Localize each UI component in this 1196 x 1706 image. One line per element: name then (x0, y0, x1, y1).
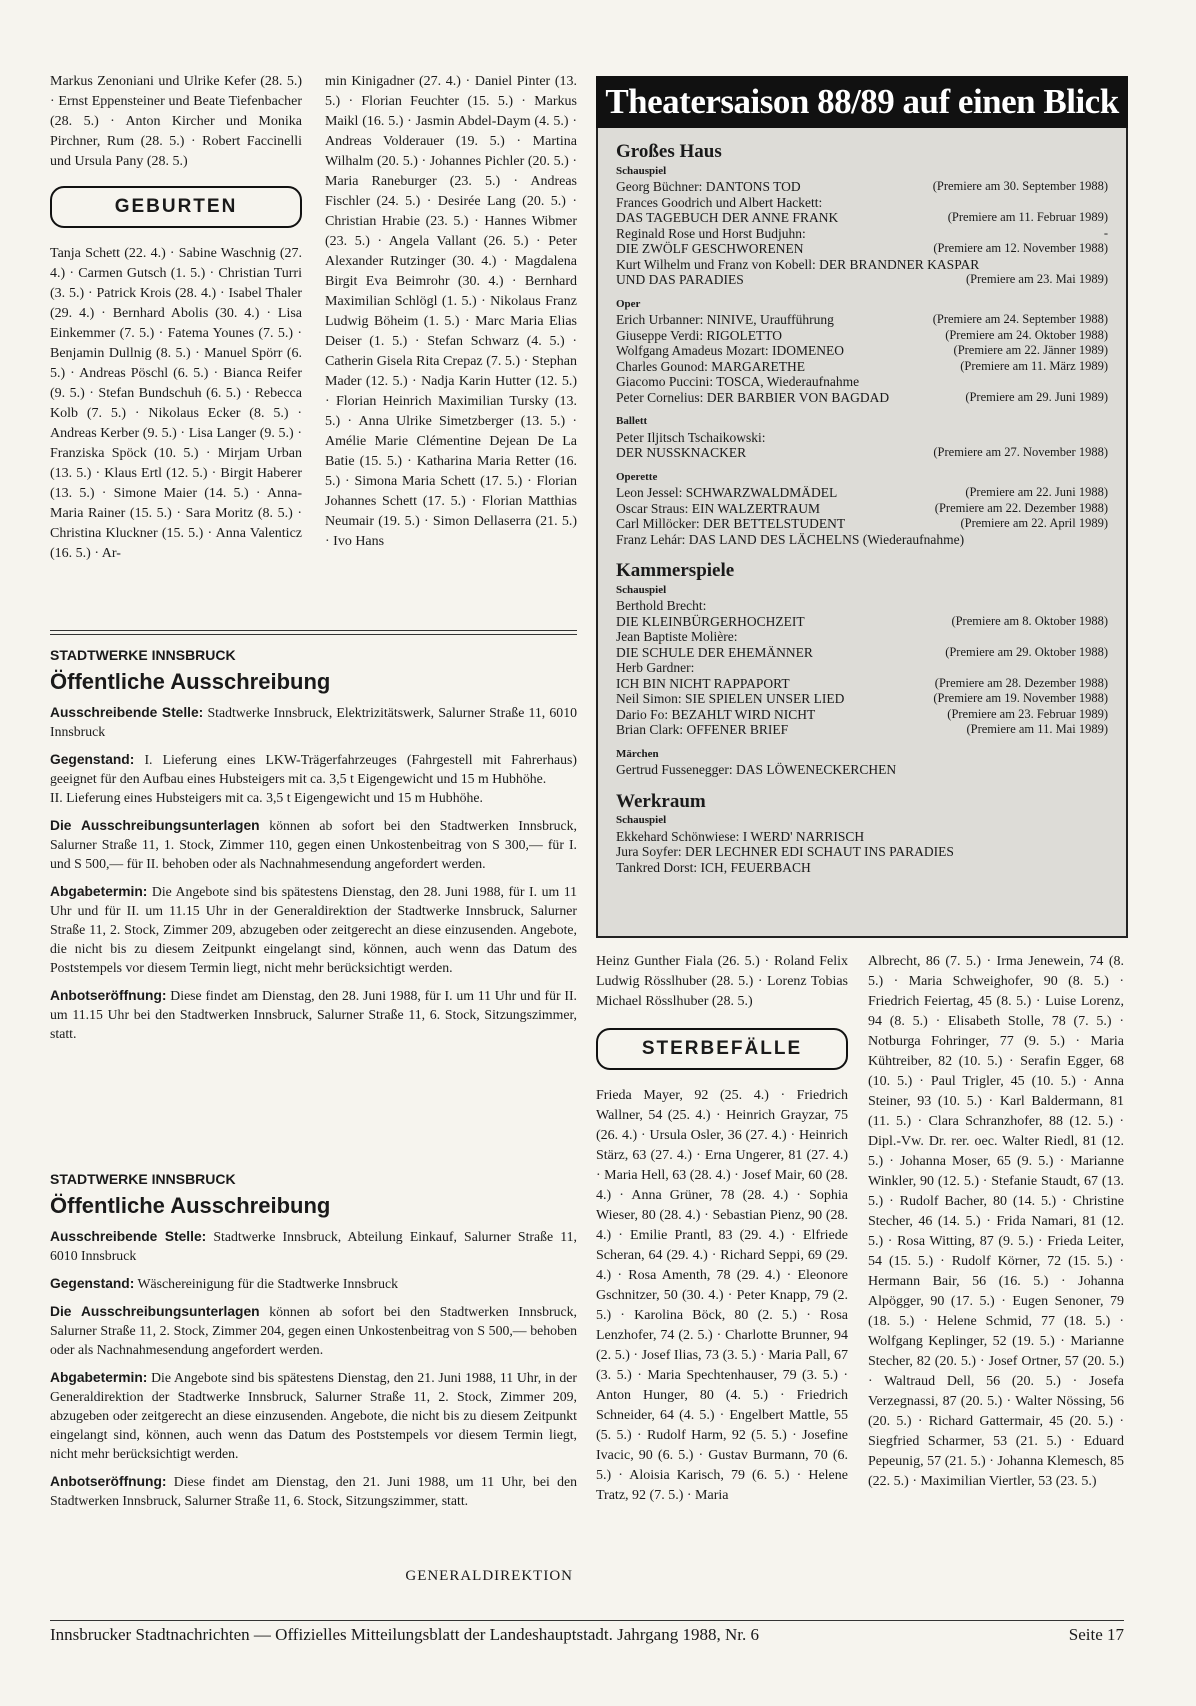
column-3 (596, 952, 848, 1506)
section-kammerspiele: Kammerspiele (616, 560, 735, 581)
play-entry (616, 445, 1108, 461)
play-title: Erich Urbanner: NINIVE, Uraufführung (616, 312, 834, 327)
theater-season-box (596, 76, 1128, 938)
premiere-date: (Premiere am 22. Dezember 1988) (934, 500, 1108, 515)
genre-schauspiel: Schauspiel (616, 164, 667, 177)
births-text: Tanja Schett (22. 4.) · Sabine Waschnig (27. 4.) · Carmen Gutsch (1. 5.) · Christian Turri (3. 5.) · Patrick Krois (28. 4.) · Isabel Thaler (29. 4.) · Bernhard Abolis (30. 4.) · Lisa Einkemmer (7. 5.) · Fatema Younes (7. 5.) · Benjamin Dullnig (8. 5.) · Manuel Spörr (6. 5.) · Andreas Pöschl (6. 5.) · Bianca Reifer (9. 5.) · Stefan Bundschuh (6. 5.) · Rebecca Kolb (7. 5.) · Nikolaus Ecker (8. 5.) · Andreas Kerber (9. 5.) · Lisa Langer (9. 5.) · Franziska Spöck (10. 5.) · Mirjam Urban (13. 5.) · Klaus Ertl (12. 5.) · Birgit Haberer (13. 5.) · Simone Maier (14. 5.) · Anna-Maria Rainer (15. 5.) · Sara Moritz (8. 5.) · Christina Kluckner (15. 5.) · Anna Valenticz (16. 5.) · Ar- (50, 246, 302, 561)
births-text-end: Heinz Gunther Fiala (26. 5.) · Roland Felix Ludwig Rösslhuber (28. 5.) · Lorenz Tobias Michael Rösslhuber (28. 5.) (596, 954, 848, 1009)
genre-oper: Oper (616, 297, 641, 310)
play-entry (616, 241, 1108, 257)
play-entry (616, 598, 1108, 614)
play-entry (616, 257, 1108, 273)
play-entry (616, 532, 1108, 548)
play-title: Franz Lehár: DAS LAND DES LÄCHELNS (Wiederaufnahme) (616, 531, 965, 547)
play-list (616, 485, 1108, 547)
play-title: UND DAS PARADIES (616, 272, 744, 287)
premiere-date: (Premiere am 11. Februar 1989) (947, 210, 1108, 224)
play-title: Wolfgang Amadeus Mozart: IDOMENEO (616, 343, 844, 358)
play-entry (616, 343, 1108, 359)
public-tender-2 (50, 1171, 577, 1519)
premiere-date: (Premiere am 22. April 1989) (960, 516, 1108, 530)
play-entry (616, 707, 1108, 723)
play-entry (616, 210, 1108, 226)
play-entry (616, 226, 1108, 242)
premiere-date: (Premiere am 28. Dezember 1988) (934, 675, 1108, 690)
play-title: Leon Jessel: SCHWARZWALDMÄDEL (616, 485, 838, 500)
ad-text: Diese findet am Dienstag, den 28. Juni 1988, für I. um 11 Uhr und für II. um 11.15 Uhr bei den Stadtwerken Innsbruck, Salurner Straße 11, 6. Stock, Sitzungszimmer, statt. (50, 988, 577, 1041)
premiere-date: (Premiere am 29. Oktober 1988) (945, 644, 1108, 659)
play-entry (616, 722, 1108, 738)
births-header: GEBURTEN (50, 186, 302, 228)
play-title: DIE SCHULE DER EHEMÄNNER (616, 644, 813, 660)
ad-text: Diese findet am Dienstag, den 21. Juni 1988, um 11 Uhr, bei den Stadtwerken Innsbruck, Salurner Straße 11, 6. Stock, Sitzungszimmer, statt. (50, 1474, 578, 1508)
play-list (616, 312, 1108, 405)
ad-text: können ab sofort bei den Stadtwerken Innsbruck, Salurner Straße 11, 2. Stock, Zimmer 204, gegen einen Unkostenbeitrag von S 500,— behoben oder als Nachnahmesendung angefordert werden. (50, 1304, 577, 1357)
ad-text: Stadtwerke Innsbruck, Abteilung Einkauf, Salurner Straße 11, 6010 Innsbruck (50, 1229, 577, 1263)
ad-kicker: STADTWERKE INNSBRUCK (50, 1171, 236, 1187)
play-title: Gertrud Fussenegger: DAS LÖWENECKERCHEN (616, 762, 897, 777)
play-title: Peter Iljitsch Tschaikowski: (616, 429, 766, 445)
play-title: Jean Baptiste Molière: (616, 629, 738, 644)
play-list (616, 430, 1108, 461)
ad-title: Öffentliche Ausschreibung (50, 1193, 331, 1218)
premiere-date: (Premiere am 22. Juni 1988) (965, 485, 1108, 499)
publication-line: Innsbrucker Stadtnachrichten — Offizielles Mitteilungsblatt der Landeshauptstadt. Jahrgang 1988, Nr. 6 (50, 1625, 759, 1644)
play-entry (616, 485, 1108, 501)
play-title: Frances Goodrich und Albert Hackett: (616, 194, 823, 210)
play-entry (616, 501, 1108, 517)
premiere-date: (Premiere am 19. November 1988) (933, 691, 1108, 705)
play-title: ICH BIN NICHT RAPPAPORT (616, 675, 790, 691)
page-number: Seite 17 (1068, 1625, 1124, 1644)
play-title: Berthold Brecht: (616, 598, 707, 613)
ad-label: Anbotseröffnung: (50, 988, 167, 1003)
premiere-date: (Premiere am 8. Oktober 1988) (951, 613, 1108, 628)
play-title: Herb Gardner: (616, 660, 695, 675)
play-entry (616, 179, 1108, 195)
section-grosses-haus: Großes Haus (616, 141, 722, 162)
deaths-text: Frieda Mayer, 92 (25. 4.) · Friedrich Wallner, 54 (25. 4.) · Heinrich Grayzar, 75 (26. 4.) · Ursula Osler, 36 (27. 4.) · Heinrich Stärz, 63 (27. 4.) · Erna Ungerer, 81 (27. 4.) · Maria Hell, 63 (28. 4.) · Josef Mair, 60 (28. 4.) · Anna Grüner, 78 (28. 4.) · Sophia Wieser, 80 (28. 4.) · Sebastian Pienz, 90 (28. 4.) · Emilie Prantl, 83 (29. 4.) · Elfriede Scheran, 64 (29. 4.) · Richard Seppi, 69 (29. 4.) · Rosa Amenth, 78 (29. 4.) · Eleonore Gschnitzer, 50 (30. 4.) · Peter Knapp, 79 (2. 5.) · Karolina Böck, 80 (2. 5.) · Rosa Lenzhofer, 74 (2. 5.) · Charlotte Brunner, 94 (2. 5.) · Josef Ilias, 73 (3. 5.) · Maria Pall, 67 (3. 5.) · Maria Spechtenhauser, 79 (3. 5.) · Anton Hunger, 80 (4. 5.) · Friedrich Schneider, 64 (4. 5.) · Engelbert Mattle, 55 (5. 5.) · Rudolf Harm, 92 (5. 5.) · Josefine Ivacic, 90 (6. 5.) · Gustav Burmann, 70 (6. 5.) · Aloisia Karisch, 79 (6. 5.) · Helene Tratz, 92 (7. 5.) · Maria (596, 1088, 848, 1503)
public-tender-1 (50, 647, 577, 1052)
ad-label: Die Ausschreibungsunterlagen (50, 818, 260, 833)
theater-title: Theatersaison 88/89 auf einen Blick (596, 76, 1128, 128)
deaths-text-continued: Albrecht, 86 (7. 5.) · Irma Jenewein, 74 (8. 5.) · Maria Schweighofer, 90 (8. 5.) · Friedrich Feiertag, 45 (8. 5.) · Luise Lorenz, 94 (8. 5.) · Elisabeth Stolle, 78 (7. 5.) · Notburga Fohringer, 77 (9. 5.) · Maria Kühtreiber, 82 (10. 5.) · Serafin Egger, 68 (10. 5.) · Paul Trigler, 45 (10. 5.) · Anna Steiner, 93 (10. 5.) · Karl Baldermann, 81 (11. 5.) · Clara Schranzhofer, 88 (12. 5.) · Dipl.-Vw. Dr. rer. oec. Walter Riedl, 81 (12. 5.) · Johanna Moser, 65 (9. 5.) · Marianne Winkler, 90 (12. 5.) · Stefanie Staudt, 67 (13. 5.) · Rudolf Bacher, 80 (14. 5.) · Christine Stecher, 46 (14. 5.) · Frida Namari, 81 (12. 5.) · Rosa Witting, 87 (9. 5.) · Frieda Leiter, 54 (15. 5.) · Rudolf Körner, 72 (15. 5.) · Hermann Bair, 56 (16. 5.) · Johanna Alpögger, 90 (17. 5.) · Eugen Senoner, 79 (18. 5.) · Helene Schmid, 77 (18. 5.) · Wolfgang Keplinger, 52 (19. 5.) · Marianne Stecher, 82 (20. 5.) · Josef Ortner, 57 (20. 5.) · Waltraud Dell, 56 (20. 5.) · Josefa Verzegnassi, 87 (20. 5.) · Walter Nössing, 56 (20. 5.) · Richard Gattermair, 45 (20. 5.) · Siegfried Scharmer, 53 (21. 5.) · Eduard Pepeunig, 57 (21. 5.) · Johanna Klemesch, 85 (22. 5.) · Maximilian Viertler, 53 (23. 5.) (868, 954, 1124, 1489)
play-entry (616, 629, 1108, 645)
ad-text: Wäschereinigung für die Stadtwerke Innsbruck (137, 1276, 399, 1291)
play-entry (616, 860, 1108, 876)
premiere-date: (Premiere am 24. Oktober 1988) (945, 327, 1108, 342)
play-entry (616, 359, 1108, 375)
premiere-date: (Premiere am 29. Juni 1989) (965, 389, 1108, 404)
play-title: Ekkehard Schönwiese: I WERD' NARRISCH (616, 828, 865, 844)
play-title: Dario Fo: BEZAHLT WIRD NICHT (616, 706, 816, 722)
ad-label: Gegenstand: (50, 1276, 135, 1291)
play-entry (616, 660, 1108, 676)
play-title: Jura Soyfer: DER LECHNER EDI SCHAUT INS PARADIES (616, 844, 954, 859)
genre-ballett: Ballett (616, 415, 648, 427)
play-title: Kurt Wilhelm und Franz von Kobell: DER BRANDNER KASPAR (616, 256, 980, 272)
genre-operette: Operette (616, 470, 658, 483)
column-4 (868, 952, 1124, 1492)
premiere-date: (Premiere am 23. Februar 1989) (947, 706, 1108, 721)
play-entry (616, 829, 1108, 845)
play-entry (616, 516, 1108, 532)
marriages-text-continued: Markus Zenoniani und Ulrike Kefer (28. 5.) · Ernst Eppensteiner und Beate Tiefenbacher (28. 5.) · Anton Kircher und Monika Pirchner, Rum (28. 5.) · Robert Faccinelli und Ursula Pany (28. 5.) (50, 74, 302, 169)
ad-kicker: STADTWERKE INNSBRUCK (50, 647, 236, 663)
play-title: Tankred Dorst: ICH, FEUERBACH (616, 859, 811, 875)
play-title: Oscar Straus: EIN WALZERTRAUM (616, 500, 821, 516)
play-title: DER NUSSKNACKER (616, 445, 747, 460)
play-title: DAS TAGEBUCH DER ANNE FRANK (616, 210, 839, 225)
play-title: Neil Simon: SIE SPIELEN UNSER LIED (616, 691, 845, 706)
ad-label: Gegenstand: (50, 752, 135, 767)
premiere-date: (Premiere am 12. November 1988) (933, 241, 1108, 255)
play-entry (616, 430, 1108, 446)
ad-text: I. Lieferung eines LKW-Trägerfahrzeuges (Fahrgestell mit Fahrerhaus) geeignet für den Aufbau eines Hubsteigers mit ca. 3,5 t Eigengewicht und 15 m Hubhöhe. (50, 752, 578, 786)
play-title: Carl Millöcker: DER BETTELSTUDENT (616, 516, 846, 531)
play-title: Giuseppe Verdi: RIGOLETTO (616, 327, 782, 343)
column-1 (50, 72, 302, 564)
play-list (616, 829, 1108, 876)
column-2 (325, 72, 577, 552)
genre-schauspiel: Schauspiel (616, 583, 667, 596)
ad-text: II. Lieferung eines Hubsteigers mit ca. 3,5 t Eigengewicht und 15 m Hubhöhe. (50, 790, 483, 805)
play-entry (616, 272, 1108, 288)
play-list (616, 762, 1108, 778)
play-entry (616, 645, 1108, 661)
ad-label: Ausschreibende Stelle: (50, 1229, 207, 1244)
play-entry (616, 374, 1108, 390)
play-title: Peter Cornelius: DER BARBIER VON BAGDAD (616, 389, 890, 405)
genre-maerchen: Märchen (616, 747, 659, 760)
ad-label: Anbotseröffnung: (50, 1474, 167, 1489)
genre-schauspiel: Schauspiel (616, 814, 667, 826)
section-werkraum: Werkraum (616, 790, 706, 812)
play-title: DIE KLEINBÜRGERHOCHZEIT (616, 613, 805, 629)
ad-label: Die Ausschreibungsunterlagen (50, 1304, 260, 1319)
page-footer (50, 1620, 1124, 1645)
premiere-date: (Premiere am 11. Mai 1989) (966, 722, 1108, 736)
separator-rule (50, 634, 577, 635)
ad-label: Abgabetermin: (50, 884, 148, 899)
ad-title: Öffentliche Ausschreibung (50, 669, 331, 694)
premiere-date: (Premiere am 24. September 1988) (932, 312, 1108, 326)
premiere-date: (Premiere am 30. September 1988) (932, 179, 1108, 193)
play-entry (616, 614, 1108, 630)
ad-text: Die Angebote sind bis spätestens Dienstag, den 28. Juni 1988, für I. um 11 Uhr und für II. um 11.15 Uhr in der Generaldirektion der Stadtwerke Innsbruck, Salurner Straße 11, 2. Stock, Zimmer 209, abzugeben oder zeitgerecht an diese einzusenden. Angebote, die nicht bis zu diesem Zeitpunkt eingelangt sind, können, auch wenn das Datum des Poststempels vor diesem Termin liegt, nicht mehr berücksichtigt werden. (50, 884, 577, 975)
play-title: Brian Clark: OFFENER BRIEF (616, 722, 789, 737)
play-entry (616, 328, 1108, 344)
deaths-header: STERBEFÄLLE (596, 1028, 848, 1070)
signoff: GENERALDIREKTION (405, 1568, 573, 1584)
ad-text: Stadtwerke Innsbruck, Elektrizitätswerk, Salurner Straße 11, 6010 Innsbruck (50, 705, 577, 739)
play-entry (616, 390, 1108, 406)
premiere-date: - (1103, 225, 1108, 240)
play-title: Giacomo Puccini: TOSCA, Wiederaufnahme (616, 374, 860, 389)
premiere-date: (Premiere am 27. November 1988) (933, 445, 1108, 459)
play-title: Georg Büchner: DANTONS TOD (616, 179, 801, 194)
play-title: Reginald Rose und Horst Budjuhn: (616, 225, 806, 241)
play-title: DIE ZWÖLF GESCHWORENEN (616, 241, 804, 256)
premiere-date: (Premiere am 23. Mai 1989) (966, 272, 1108, 286)
play-list (616, 179, 1108, 288)
premiere-date: (Premiere am 11. März 1989) (960, 358, 1108, 373)
ad-text: können ab sofort bei den Stadtwerken Innsbruck, Salurner Straße 11, 1. Stock, Zimmer 110, gegen einen Unkostenbeitrag von S 300,— für I. und S 500,— für II. behoben oder als Nachnahmesendung angefordert werden. (50, 818, 577, 871)
play-entry (616, 844, 1108, 860)
births-text-continued: min Kinigadner (27. 4.) · Daniel Pinter (13. 5.) · Florian Feuchter (15. 5.) · Markus Maikl (16. 5.) · Jasmin Abdel-Daym (4. 5.) · Andreas Volderauer (19. 5.) · Martina Wilhalm (20. 5.) · Johannes Pichler (20. 5.) · Maria Raneburger (23. 5.) · Andreas Fischler (24. 5.) · Desirée Lang (20. 5.) · Christian Hrabie (23. 5.) · Hannes Wibmer (23. 5.) · Angela Vallant (26. 5.) · Peter Alexander Rutzinger (30. 4.) · Magdalena Birgit Eva Beimrohr (30. 4.) · Bernhard Maximilian Schlögl (1. 5.) · Nikolaus Franz Ludwig Böheim (1. 5.) · Marc Maria Elias Deiser (1. 5.) · Stefan Schwarz (4. 5.) · Catherin Gisela Rita Crepaz (7. 5.) · Stephan Mader (12. 5.) · Nadja Karin Hutter (12. 5.) · Florian Heinrich Maximilian Tursky (13. 5.) · Anna Ulrike Simetzberger (13. 5.) · Amélie Marie Clémentine Dejean De La Batie (15. 5.) · Katharina Maria Retter (16. 5.) · Simona Maria Schett (17. 5.) · Florian Johannes Schett (17. 5.) · Florian Matthias Neumair (19. 5.) · Simon Dellaserra (21. 5.) · Ivo Hans (325, 74, 577, 549)
ad-label: Abgabetermin: (50, 1370, 148, 1385)
play-entry (616, 676, 1108, 692)
play-title: Charles Gounod: MARGARETHE (616, 358, 805, 374)
separator-rule (50, 630, 577, 631)
play-entry (616, 312, 1108, 328)
ad-text: Die Angebote sind bis spätestens Dienstag, den 21. Juni 1988, 11 Uhr, in der Generaldirektion der Stadtwerke Innsbruck, Salurner Straße 11, 2. Stock, Zimmer 209, abzugeben oder zeitgerecht an diese einzusenden. Angebote, die nicht bis zu diesem Zeitpunkt eingelangt sind, können, auch wenn das Datum des Poststempels vor diesem Termin liegt, nicht mehr berücksichtigt werden. (50, 1370, 578, 1461)
ad-label: Ausschreibende Stelle: (50, 705, 204, 720)
premiere-date: (Premiere am 22. Jänner 1989) (953, 343, 1108, 357)
play-entry (616, 195, 1108, 211)
play-entry (616, 691, 1108, 707)
play-list (616, 598, 1108, 738)
play-entry (616, 762, 1108, 778)
